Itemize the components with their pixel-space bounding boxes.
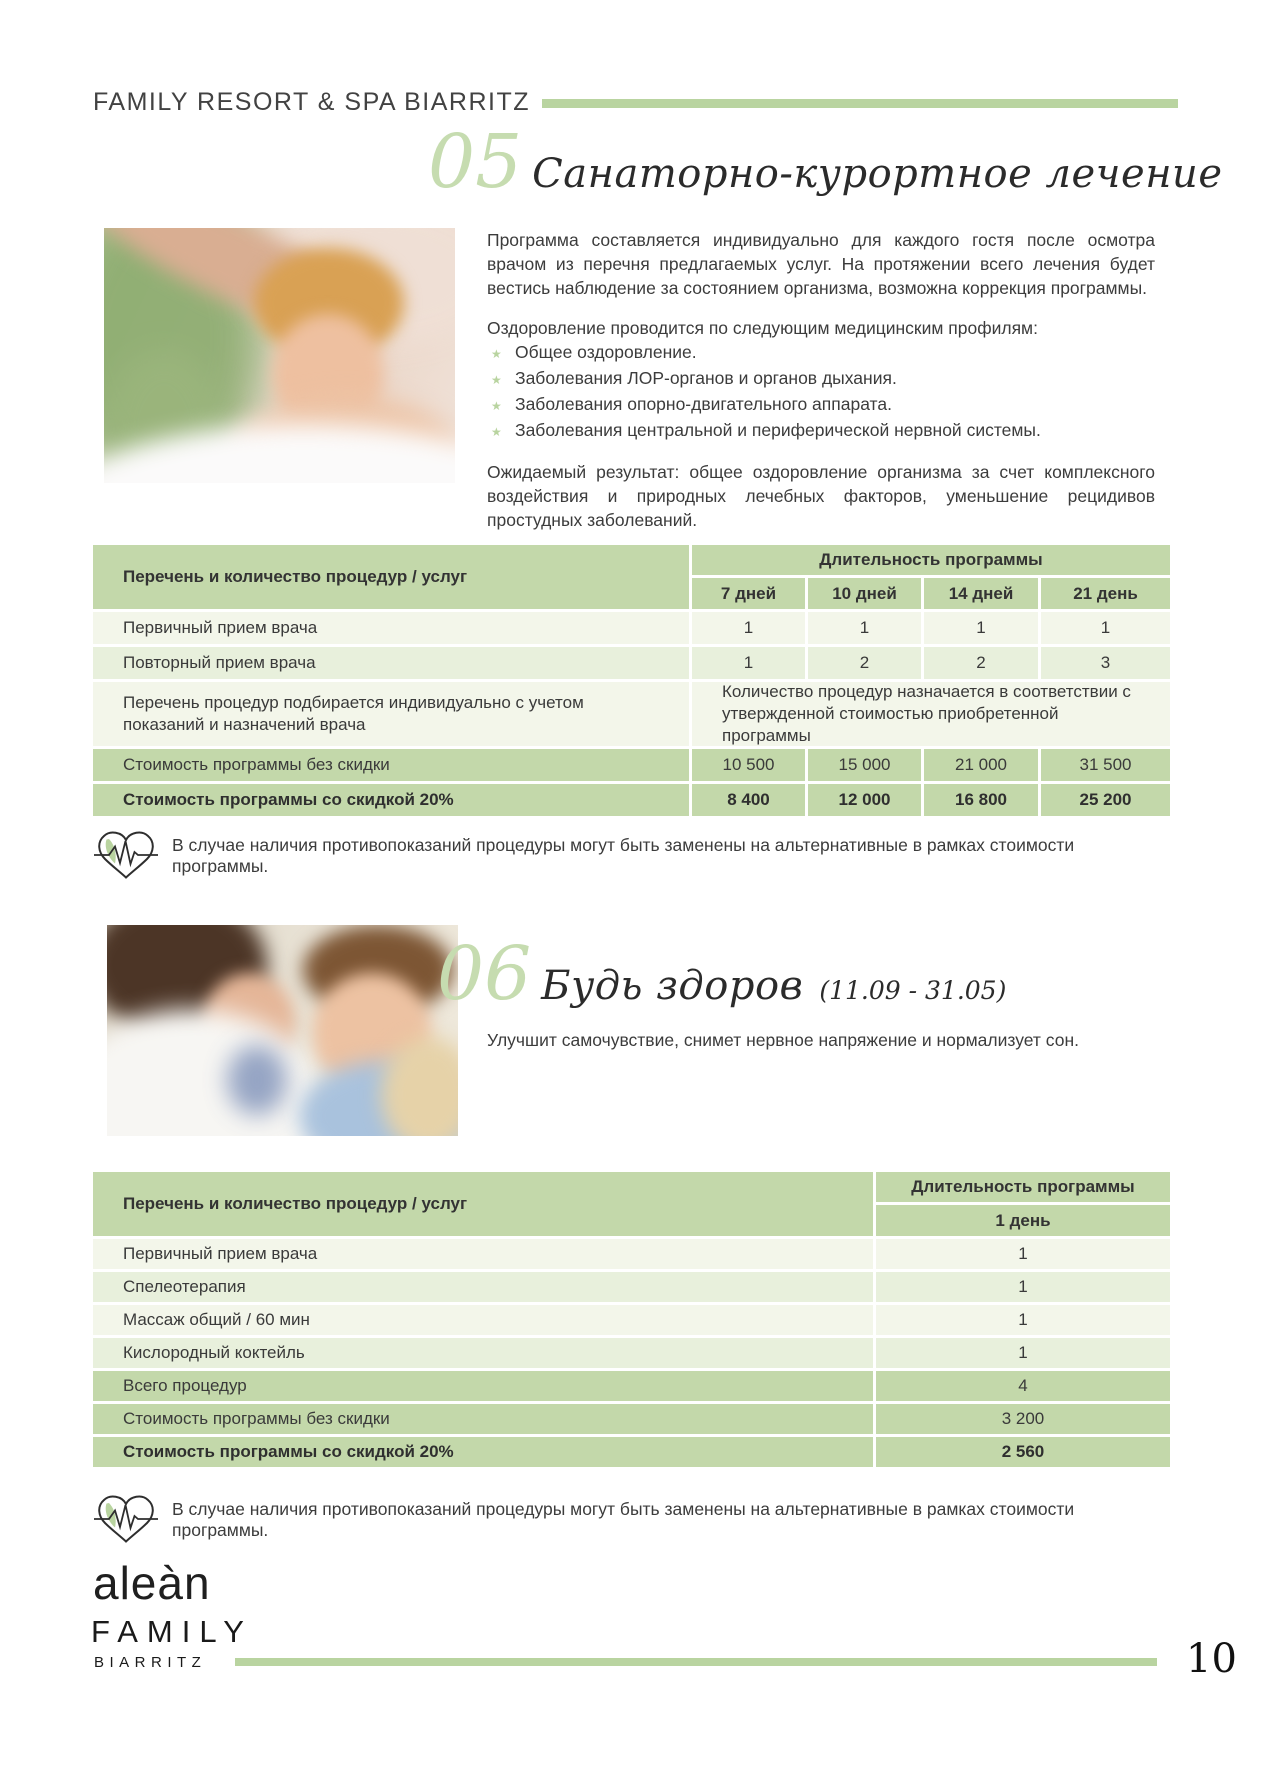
table2-row-value: 1 [876,1338,1170,1368]
table1-duration-col: 21 день [1041,578,1170,609]
table1-row-value: 1 [924,612,1038,644]
table1-discount-value: 16 800 [924,784,1038,816]
table2-row-value: 1 [876,1239,1170,1269]
section06-heading [437,931,1007,1017]
profile-list-item: ★ Заболевания опорно-двигательного аппарата. [487,392,1155,418]
table2-total-label: Всего процедур [93,1371,873,1401]
table1-row-label: Повторный прием врача [93,647,689,679]
section05-profiles-heading: Оздоровление проводится по следующим медицинским профилям: [487,318,1038,338]
table1-price-value: 31 500 [1041,749,1170,781]
section05-expected-result: Ожидаемый результат: общее оздоровление организма за счет комплексного воздействия и природных лечебных факторов, уменьшение рецидивов простудных заболеваний. [487,462,1155,530]
note-text: В случае наличия противопоказаний процедуры могут быть заменены на альтернативные в рамках стоимости программы. [172,1499,1075,1540]
note-text: В случае наличия противопоказаний процедуры могут быть заменены на альтернативные в рамках стоимости программы. [172,835,1075,876]
table1-services-header: Перечень и количество процедур / услуг [93,545,689,609]
header-accent-rule [542,99,1178,108]
table1-duration-col: 10 дней [808,578,921,609]
section05-pricing-table [93,545,1170,816]
table1-discount-value: 25 200 [1041,784,1170,816]
table1-price-value: 15 000 [808,749,921,781]
section06-title: Будь здоров [541,963,804,1009]
logo-alean: aleàn [93,1557,211,1609]
table2-duration-col: 1 день [876,1205,1170,1236]
section06-number: 06 [437,931,532,1017]
logo-biarritz: BIARRITZ [94,1654,207,1671]
table2-row-label: Первичный прием врача [93,1239,873,1269]
profile-list-item: ★ Заболевания ЛОР-органов и органов дыхания. [487,366,1155,392]
table1-discount-label: Стоимость программы со скидкой 20% [93,784,689,816]
section06-subtitle: Улучшит самочувствие, снимет нервное напряжение и нормализует сон. [487,1030,1080,1050]
table1-row-value: 2 [924,647,1038,679]
brand-title: FAMILY RESORT & SPA BIARRITZ [93,87,531,116]
table1-row-value: 1 [1041,612,1170,644]
table2-total-value: 4 [876,1371,1170,1401]
table1-row-value: 3 [1041,647,1170,679]
photo-doctor-child [107,925,458,1136]
table2-row-label: Массаж общий / 60 мин [93,1305,873,1335]
table2-row-value: 1 [876,1305,1170,1335]
table2-duration-header: Длительность программы [876,1172,1170,1202]
table1-row-label: Первичный прием врача [93,612,689,644]
table2-row-value: 1 [876,1272,1170,1302]
heart-ecg-icon [93,828,159,884]
table1-row-value: 1 [808,612,921,644]
table1-price-value: 21 000 [924,749,1038,781]
table1-duration-header: Длительность программы [692,545,1170,575]
page-number: 10 [1186,1636,1237,1682]
table1-price-value: 10 500 [692,749,805,781]
table2-row-label: Кислородный коктейль [93,1338,873,1368]
logo-family: FAMILY [91,1614,253,1649]
table2-services-header: Перечень и количество процедур / услуг [93,1172,873,1236]
page-header [93,86,1178,118]
table1-discount-value: 12 000 [808,784,921,816]
section05-number: 05 [428,119,523,205]
photo-child-massage [104,228,455,483]
table1-price-label: Стоимость программы без скидки [93,749,689,781]
profile-list-item: ★ Заболевания центральной и периферической нервной системы. [487,418,1155,444]
heart-ecg-icon [93,1492,159,1548]
section05-note [93,828,1170,884]
table1-row-value: 2 [808,647,921,679]
table1-custom-left: Перечень процедур подбирается индивидуально с учетом показаний и назначений врача [93,682,689,746]
section05-intro: Программа составляется индивидуально для каждого гостя после осмотра врачом из перечня предлагаемых услуг. На протяжении всего лечения будет вестись наблюдение за состоянием организма, возможна коррекция программы. [487,230,1155,298]
table1-duration-col: 14 дней [924,578,1038,609]
table1-duration-col: 7 дней [692,578,805,609]
profile-list-item: ★ Общее оздоровление. [487,340,1155,366]
section06-note [93,1492,1170,1548]
section05-heading [428,119,1223,205]
section06-dates: (11.09 - 31.05) [819,976,1007,1005]
section05-title: Санаторно-курортное лечение [532,151,1223,197]
table2-price-label: Стоимость программы без скидки [93,1404,873,1434]
table1-discount-value: 8 400 [692,784,805,816]
section06-pricing-table [93,1172,1170,1467]
table1-row-value: 1 [692,612,805,644]
table2-discount-value: 2 560 [876,1437,1170,1467]
photo2-collar-blob [227,1045,287,1115]
table1-row-value: 1 [692,647,805,679]
section05-text-column [487,228,1155,532]
footer-accent-rule [235,1658,1157,1666]
table2-price-value: 3 200 [876,1404,1170,1434]
table2-row-label: Спелеотерапия [93,1272,873,1302]
table2-discount-label: Стоимость программы со скидкой 20% [93,1437,873,1467]
table1-custom-right: Количество процедур назначается в соответствии с утвержденной стоимостью приобретенной программы [692,682,1170,746]
